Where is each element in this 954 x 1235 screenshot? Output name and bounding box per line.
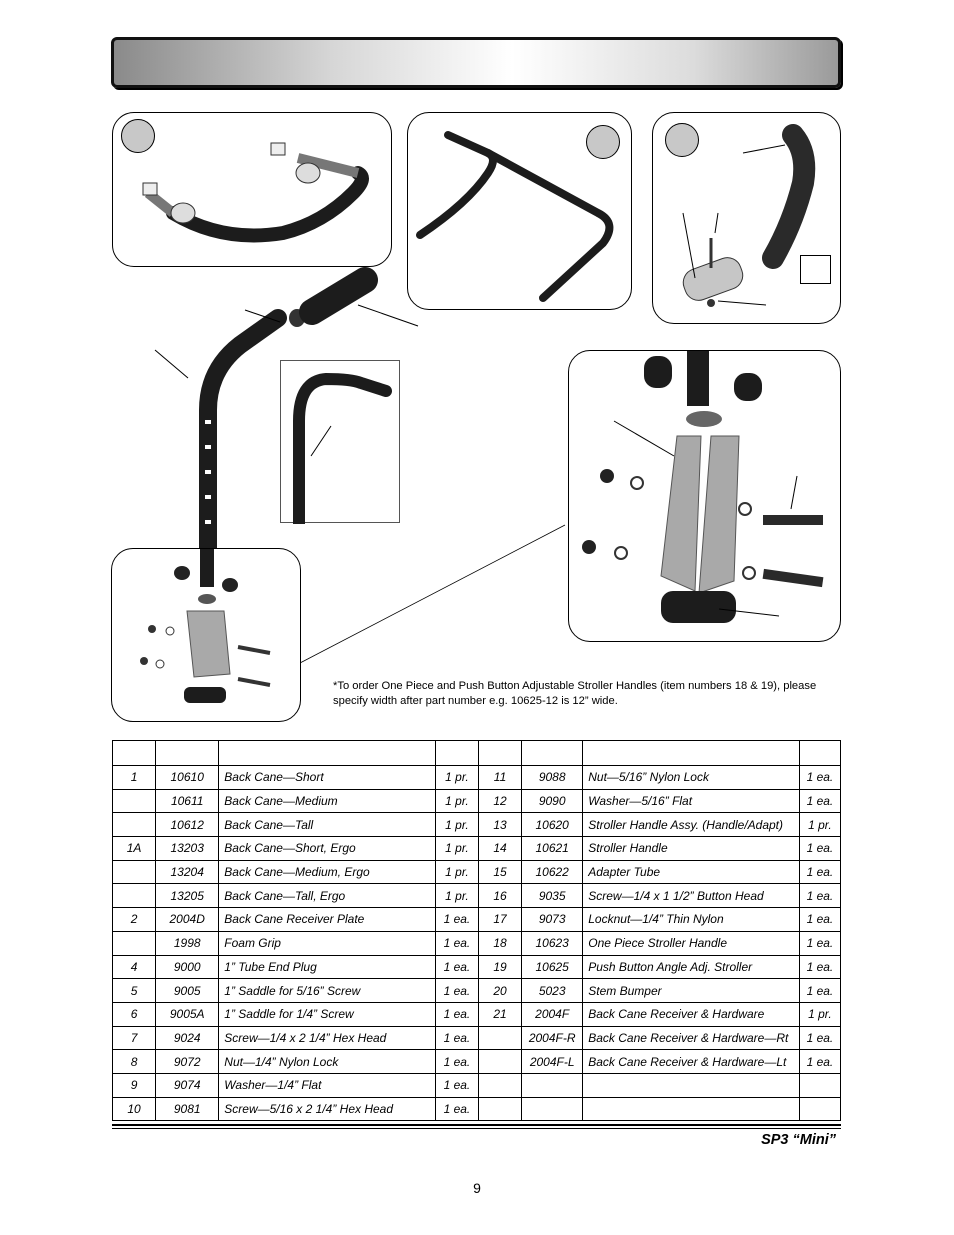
table-cell: 1 ea. xyxy=(799,955,840,979)
table-cell: 10 xyxy=(113,1097,156,1121)
table-cell: 17 xyxy=(478,908,521,932)
table-cell xyxy=(522,1073,583,1097)
ordering-note: *To order One Piece and Push Button Adjustable Stroller Handles (item numbers 18 & 19), please specify width after part number e.g. 10625-12 is 12” wide. xyxy=(333,680,817,707)
table-cell: Back Cane—Medium xyxy=(219,789,436,813)
table-cell: 2 xyxy=(113,908,156,932)
table-cell: Locknut—1/4” Thin Nylon xyxy=(583,908,800,932)
table-row xyxy=(113,1026,841,1050)
table-cell: 8 xyxy=(113,1050,156,1074)
table-row xyxy=(113,789,841,813)
footer-rule-thin xyxy=(112,1128,841,1129)
table-row xyxy=(113,1002,841,1026)
table-cell: 1 pr. xyxy=(799,813,840,837)
table-cell: 21 xyxy=(478,1002,521,1026)
table-cell: 1 ea. xyxy=(799,1050,840,1074)
table-cell: 9081 xyxy=(156,1097,219,1121)
table-cell: 1 ea. xyxy=(435,955,478,979)
table-cell: 1 ea. xyxy=(435,1050,478,1074)
receiver-small-illustration xyxy=(112,549,301,722)
table-cell xyxy=(799,1073,840,1097)
table-cell xyxy=(583,1073,800,1097)
table-cell: Foam Grip xyxy=(219,931,436,955)
table-cell: Back Cane—Medium, Ergo xyxy=(219,860,436,884)
table-cell: 1998 xyxy=(156,931,219,955)
table-row xyxy=(113,884,841,908)
table-cell: 1” Saddle for 1/4” Screw xyxy=(219,1002,436,1026)
table-cell: Nut—1/4” Nylon Lock xyxy=(219,1050,436,1074)
page-number: 9 xyxy=(473,1180,481,1196)
table-cell: 9035 xyxy=(522,884,583,908)
header-cell xyxy=(113,741,156,766)
table-cell: 9088 xyxy=(522,766,583,790)
table-cell: 1 pr. xyxy=(435,813,478,837)
table-cell: 20 xyxy=(478,979,521,1003)
table-cell: 1 ea. xyxy=(799,884,840,908)
table-cell: 9 xyxy=(113,1073,156,1097)
table-cell: 1 ea. xyxy=(435,1097,478,1121)
table-cell: 2004F xyxy=(522,1002,583,1026)
receiver-small-panel xyxy=(111,548,301,722)
header-cell xyxy=(156,741,219,766)
one-piece-stroller-handle-illustration xyxy=(408,113,632,310)
table-cell: 1 ea. xyxy=(435,1026,478,1050)
table-cell: Washer—1/4” Flat xyxy=(219,1073,436,1097)
table-cell: 1 ea. xyxy=(799,979,840,1003)
table-cell: 1 pr. xyxy=(435,884,478,908)
table-cell: Washer—5/16” Flat xyxy=(583,789,800,813)
table-cell: 14 xyxy=(478,837,521,861)
table-cell: Back Cane Receiver & Hardware—Rt xyxy=(583,1026,800,1050)
parts-table xyxy=(112,740,841,1121)
table-cell: Nut—5/16” Nylon Lock xyxy=(583,766,800,790)
table-cell: 1 ea. xyxy=(799,908,840,932)
table-cell: Adapter Tube xyxy=(583,860,800,884)
table-cell: 5023 xyxy=(522,979,583,1003)
table-row xyxy=(113,955,841,979)
table-cell: Stem Bumper xyxy=(583,979,800,1003)
table-cell: 9024 xyxy=(156,1026,219,1050)
table-cell: 6 xyxy=(113,1002,156,1026)
table-cell: 16 xyxy=(478,884,521,908)
table-cell: 1 ea. xyxy=(435,979,478,1003)
table-cell xyxy=(113,789,156,813)
table-cell: 9005 xyxy=(156,979,219,1003)
table-cell: 9005A xyxy=(156,1002,219,1026)
table-cell xyxy=(113,860,156,884)
header-cell xyxy=(522,741,583,766)
table-cell: 1 ea. xyxy=(799,837,840,861)
table-cell xyxy=(113,813,156,837)
push-button-stroller-illustration xyxy=(653,113,841,324)
table-row xyxy=(113,766,841,790)
table-cell xyxy=(799,1097,840,1121)
table-cell: 12 xyxy=(478,789,521,813)
table-cell xyxy=(478,1073,521,1097)
table-cell: 10621 xyxy=(522,837,583,861)
table-cell: 15 xyxy=(478,860,521,884)
table-row xyxy=(113,837,841,861)
table-row xyxy=(113,1073,841,1097)
table-cell: One Piece Stroller Handle xyxy=(583,931,800,955)
page-header-bar xyxy=(111,37,841,88)
table-cell: 18 xyxy=(478,931,521,955)
table-cell: 10612 xyxy=(156,813,219,837)
table-cell: 1 ea. xyxy=(435,1002,478,1026)
table-cell: 1 ea. xyxy=(799,789,840,813)
header-cell xyxy=(478,741,521,766)
one-piece-stroller-handle-panel xyxy=(407,112,632,310)
table-cell: 10622 xyxy=(522,860,583,884)
table-cell: 1 ea. xyxy=(799,931,840,955)
table-cell xyxy=(113,931,156,955)
table-cell: 13205 xyxy=(156,884,219,908)
table-row xyxy=(113,860,841,884)
table-cell: Back Cane—Short xyxy=(219,766,436,790)
receiver-large-illustration xyxy=(569,351,841,642)
table-cell: 1 ea. xyxy=(435,931,478,955)
footer-rule xyxy=(112,1124,841,1126)
table-cell: Screw—1/4 x 2 1/4” Hex Head xyxy=(219,1026,436,1050)
table-cell xyxy=(478,1097,521,1121)
stroller-handle-assy-panel xyxy=(112,112,392,267)
table-cell: Back Cane Receiver & Hardware—Lt xyxy=(583,1050,800,1074)
table-cell: Push Button Angle Adj. Stroller xyxy=(583,955,800,979)
table-cell: 13204 xyxy=(156,860,219,884)
table-cell: 1 pr. xyxy=(799,1002,840,1026)
table-cell: 1 ea. xyxy=(435,1073,478,1097)
table-cell: Back Cane Receiver Plate xyxy=(219,908,436,932)
table-row xyxy=(113,908,841,932)
table-cell: 1” Tube End Plug xyxy=(219,955,436,979)
table-cell: Back Cane—Short, Ergo xyxy=(219,837,436,861)
table-cell: Back Cane—Tall, Ergo xyxy=(219,884,436,908)
table-cell xyxy=(478,1050,521,1074)
table-cell: 2004F-R xyxy=(522,1026,583,1050)
table-cell: 13 xyxy=(478,813,521,837)
table-header-row xyxy=(113,741,841,766)
header-cell xyxy=(435,741,478,766)
table-cell: Stroller Handle Assy. (Handle/Adapt) xyxy=(583,813,800,837)
table-cell: Back Cane—Tall xyxy=(219,813,436,837)
table-cell: 5 xyxy=(113,979,156,1003)
table-row xyxy=(113,1097,841,1121)
table-cell: 13203 xyxy=(156,837,219,861)
table-cell: 10610 xyxy=(156,766,219,790)
ergo-cane-inset xyxy=(280,360,400,523)
table-cell: 4 xyxy=(113,955,156,979)
table-cell: 1” Saddle for 5/16” Screw xyxy=(219,979,436,1003)
table-cell: 10611 xyxy=(156,789,219,813)
model-name: SP3 “Mini” xyxy=(761,1132,836,1148)
table-cell: 1 pr. xyxy=(435,766,478,790)
header-cell xyxy=(799,741,840,766)
table-cell: Stroller Handle xyxy=(583,837,800,861)
table-cell: 2004D xyxy=(156,908,219,932)
table-cell: 1 ea. xyxy=(799,1026,840,1050)
table-cell: 9000 xyxy=(156,955,219,979)
header-cell xyxy=(583,741,800,766)
table-cell: 9072 xyxy=(156,1050,219,1074)
table-cell: 10620 xyxy=(522,813,583,837)
table-cell: 1 ea. xyxy=(435,908,478,932)
table-cell: 10625 xyxy=(522,955,583,979)
receiver-large-panel xyxy=(568,350,841,642)
table-cell: 2004F-L xyxy=(522,1050,583,1074)
table-cell xyxy=(522,1097,583,1121)
table-cell xyxy=(113,884,156,908)
table-cell: 7 xyxy=(113,1026,156,1050)
table-cell: 9090 xyxy=(522,789,583,813)
table-row xyxy=(113,931,841,955)
table-cell: 19 xyxy=(478,955,521,979)
table-cell: 1 xyxy=(113,766,156,790)
table-row xyxy=(113,813,841,837)
table-row xyxy=(113,979,841,1003)
table-cell: 11 xyxy=(478,766,521,790)
table-cell: 10623 xyxy=(522,931,583,955)
table-cell: 1A xyxy=(113,837,156,861)
push-button-stroller-panel xyxy=(652,112,841,324)
table-cell: Back Cane Receiver & Hardware xyxy=(583,1002,800,1026)
table-cell: 9073 xyxy=(522,908,583,932)
header-cell xyxy=(219,741,436,766)
table-cell: 1 ea. xyxy=(799,766,840,790)
table-cell: 9074 xyxy=(156,1073,219,1097)
stroller-handle-assy-illustration xyxy=(113,113,392,267)
ergo-cane-illustration xyxy=(281,361,401,524)
table-cell: 1 pr. xyxy=(435,860,478,884)
table-cell xyxy=(583,1097,800,1121)
table-row xyxy=(113,1050,841,1074)
table-cell: Screw—1/4 x 1 1/2” Button Head xyxy=(583,884,800,908)
table-cell xyxy=(478,1026,521,1050)
table-cell: 1 pr. xyxy=(435,837,478,861)
table-cell: 1 pr. xyxy=(435,789,478,813)
table-cell: 1 ea. xyxy=(799,860,840,884)
table-cell: Screw—5/16 x 2 1/4” Hex Head xyxy=(219,1097,436,1121)
